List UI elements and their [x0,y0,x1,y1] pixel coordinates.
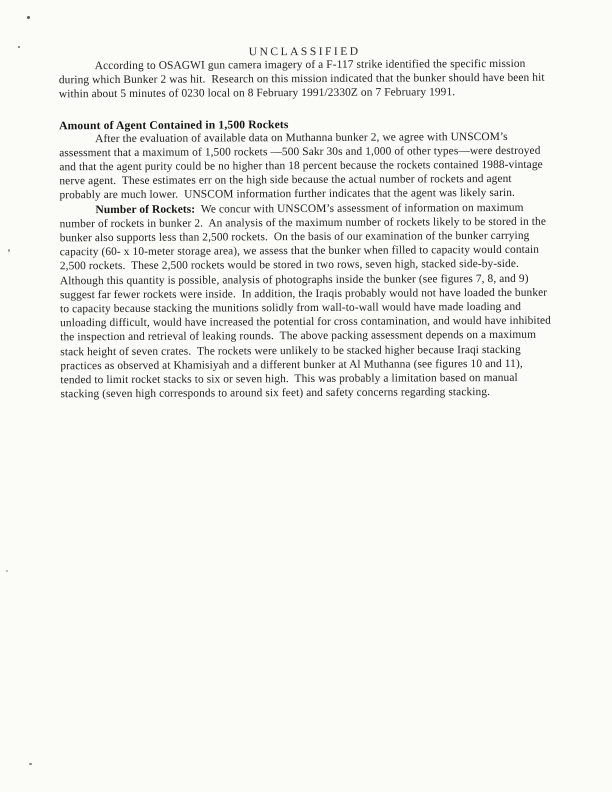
paragraph-lead-body: We concur with UNSCOM’s assessment of information on maximum number of rockets in bunker 2. An analysis of the maximum number of rockets likely to be stored in the bunker also supports less than 2,500 rockets. On the basis of our examination of the bunker carrying capacity (60- x 10-meter storage area), we assess that the bunker when filled to capacity would contain 2,500 rockets. These 2,500 rockets would be stored in two rows, seven high, stacked side-by-side. Although this quantity is possible, analysis of photographs inside the bunker (see figures 7, 8, and 9) suggest far fewer rockets were inside. In addition, the Iraqis probably would not have loaded the bunker to capacity because stacking the munitions solidly from wall-to-wall would have made loading and unloading difficult, would have increased the potential for cross contamination, and would have inhibited the inspection and retrieval of leaking rounds. The above packing assessment depends on a maximum stack height of seven crates. The rockets were unlikely to be stacked higher because Iraqi stacking practices as observed at Khamisiyah and a different bunker at Al Muthanna (see figures 10 and 11), tended to limit rocket stacks to six or seven high. This was probably a limitation based on manual stacking (seven high corresponds to around six feet) and safety concerns regarding stacking. [59,201,554,401]
paragraph-lead-label: Number of Rockets: [95,203,196,216]
paragraph-intro: According to OSAGWI gun camera imagery of a F-117 strike identified the specific mission during which Bunker 2 was hit. Research on this mission indicated that the bunker should have been hit within about 5 minutes of 0230 local on 8 February 1991/2330Z on 7 February 1991. [58,57,548,101]
section-heading: Amount of Agent Contained in 1,500 Rockets [59,117,289,132]
paragraph-agent-assessment: After the evaluation of available data on Muthanna bunker 2, we agree with UNSCOM’s assessment that a maximum of 1,500 rockets —500 Sakr 30s and 1,000 of other types—were destroyed and that the agent purity could be no higher than 18 percent because the rockets contained 1988-vintage nerve agent. These estimates err on the high side because the actual number of rockets and agent probably are much lower. UNSCOM information further indicates that the agent was likely sarin. [59,130,546,202]
classification-header: UNCLASSIFIED [248,45,361,59]
scan-artifact [29,763,32,765]
document-body [59,57,553,402]
scan-artifact [6,570,8,572]
paragraph-number-of-rockets [59,200,552,401]
